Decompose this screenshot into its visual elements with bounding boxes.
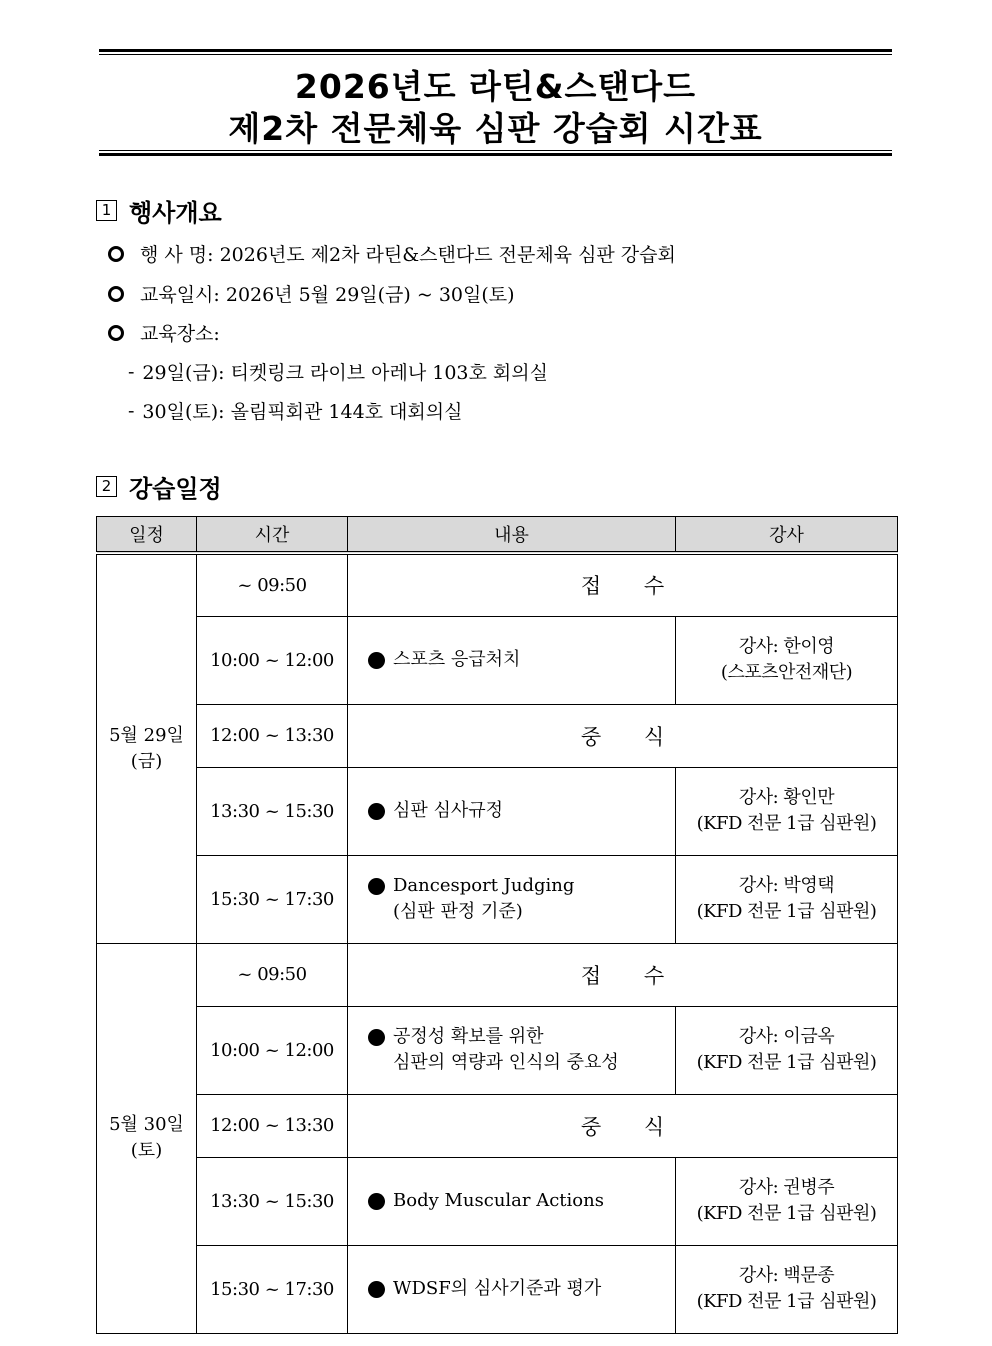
registration-cell: 접 수: [348, 943, 898, 1006]
venue-item-day1: - 29일(금): 티켓링크 라이브 아레나 103호 회의실: [128, 358, 548, 385]
overview-value: 2026년도 제2차 라틴&스탠다드 전문체육 심판 강습회: [219, 244, 676, 266]
lecturer-cell: 강사: 황인만 (KFD 전문 1급 심판원): [676, 767, 898, 855]
time-cell: ~ 09:50: [197, 553, 348, 616]
title-rule-bottom-thin: [99, 150, 892, 151]
content-cell: WDSF의 심사기준과 평가: [348, 1245, 676, 1333]
lecturer-cell: 강사: 박영택 (KFD 전문 1급 심판원): [676, 855, 898, 943]
section-heading-overview: [96, 195, 222, 225]
lunch-cell: 중 식: [348, 704, 898, 767]
filled-circle-bullet-icon: [368, 1193, 385, 1210]
filled-circle-bullet-icon: [368, 1029, 385, 1046]
hollow-circle-bullet-icon: [108, 246, 124, 262]
overview-item-event-name: [108, 240, 676, 267]
schedule-table: [96, 516, 898, 1334]
date-cell-day1: 5월 29일 (금): [97, 553, 197, 943]
venue-place: 티켓링크 라이브 아레나 103호 회의실: [230, 362, 548, 384]
section-title: 행사개요: [129, 198, 222, 227]
title-rule-top-thin: [99, 54, 892, 55]
page-title-line2: 제2차 전문체육 심판 강습회 시간표: [228, 109, 763, 148]
time-cell: 10:00 ~ 12:00: [197, 1006, 348, 1094]
filled-circle-bullet-icon: [368, 1281, 385, 1298]
venue-day: 30일(토):: [142, 401, 225, 423]
time-cell: 15:30 ~ 17:30: [197, 855, 348, 943]
overview-item-date: [108, 280, 515, 307]
lecturer-cell: 강사: 백문종 (KFD 전문 1급 심판원): [676, 1245, 898, 1333]
date-cell-day2: 5월 30일 (토): [97, 943, 197, 1333]
content-cell: Dancesport Judging (심판 판정 기준): [348, 855, 676, 943]
table-row: [97, 1094, 898, 1157]
table-row: [97, 616, 898, 704]
venue-day: 29일(금):: [142, 362, 225, 384]
registration-cell: 접 수: [348, 553, 898, 616]
lecturer-cell: 강사: 한이영 (스포츠안전재단): [676, 616, 898, 704]
content-cell: 공정성 확보를 위한 심판의 역량과 인식의 중요성: [348, 1006, 676, 1094]
table-row: [97, 1157, 898, 1245]
time-cell: 10:00 ~ 12:00: [197, 616, 348, 704]
venue-item-day2: - 30일(토): 올림픽회관 144호 대회의실: [128, 397, 462, 424]
filled-circle-bullet-icon: [368, 878, 385, 895]
table-row: [97, 553, 898, 616]
overview-value: 2026년 5월 29일(금) ~ 30일(토): [225, 284, 515, 306]
table-row: [97, 943, 898, 1006]
section-number-box: 1: [96, 200, 117, 221]
lecturer-cell: 강사: 권병주 (KFD 전문 1급 심판원): [676, 1157, 898, 1245]
time-cell: 13:30 ~ 15:30: [197, 767, 348, 855]
filled-circle-bullet-icon: [368, 803, 385, 820]
table-row: [97, 1245, 898, 1333]
table-row: [97, 704, 898, 767]
time-cell: 12:00 ~ 13:30: [197, 1094, 348, 1157]
time-cell: 12:00 ~ 13:30: [197, 704, 348, 767]
title-rule-top: [99, 49, 892, 52]
page-title-line1: 2026년도 라틴&스탠다드: [294, 67, 697, 106]
overview-label: 교육일시:: [140, 284, 220, 306]
content-cell: Body Muscular Actions: [348, 1157, 676, 1245]
content-cell: 스포츠 응급처치: [348, 616, 676, 704]
header-content: 내용: [348, 517, 676, 554]
content-cell: 심판 심사규정: [348, 767, 676, 855]
lecturer-cell: 강사: 이금옥 (KFD 전문 1급 심판원): [676, 1006, 898, 1094]
overview-label: 교육장소:: [140, 323, 220, 345]
hollow-circle-bullet-icon: [108, 286, 124, 302]
section-title: 강습일정: [129, 474, 222, 503]
time-cell: 13:30 ~ 15:30: [197, 1157, 348, 1245]
title-block: [99, 49, 892, 156]
overview-label: 행 사 명:: [140, 244, 214, 266]
table-row: [97, 767, 898, 855]
title-rule-bottom: [99, 153, 892, 156]
header-lecturer: 강사: [676, 517, 898, 554]
header-date: 일정: [97, 517, 197, 554]
table-header-row: [97, 517, 898, 554]
header-time: 시간: [197, 517, 348, 554]
table-row: [97, 855, 898, 943]
overview-item-venue: [108, 319, 220, 346]
time-cell: ~ 09:50: [197, 943, 348, 1006]
section-heading-schedule: [96, 471, 222, 501]
time-cell: 15:30 ~ 17:30: [197, 1245, 348, 1333]
lunch-cell: 중 식: [348, 1094, 898, 1157]
venue-place: 올림픽회관 144호 대회의실: [230, 401, 463, 423]
hollow-circle-bullet-icon: [108, 325, 124, 341]
table-row: [97, 1006, 898, 1094]
section-number-box: 2: [96, 476, 117, 497]
filled-circle-bullet-icon: [368, 652, 385, 669]
